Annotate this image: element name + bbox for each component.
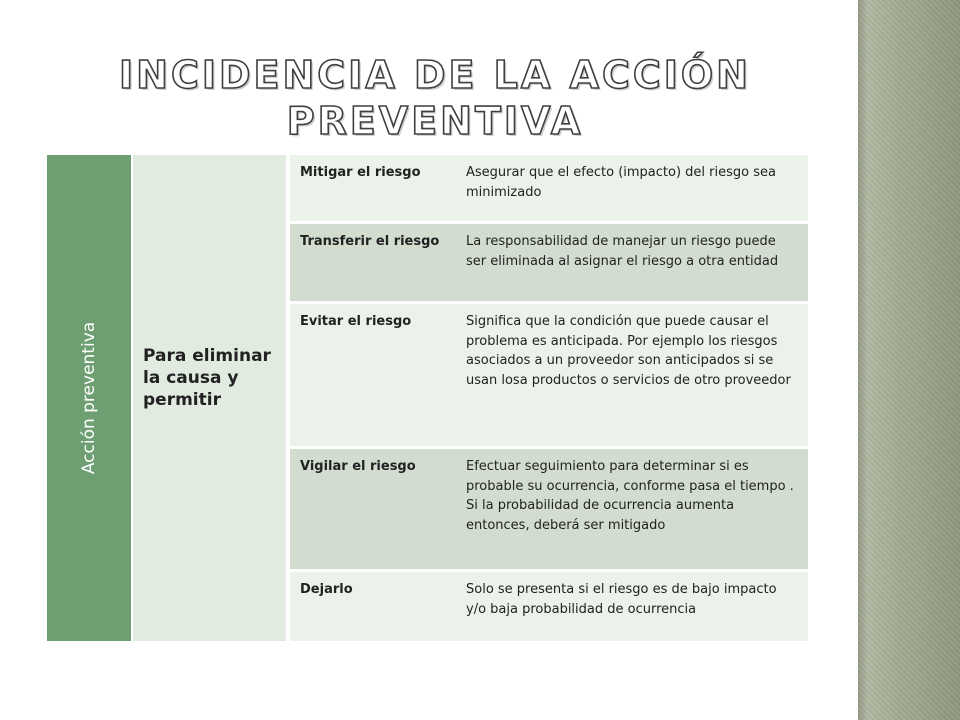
preventive-action-cell <box>47 155 131 641</box>
table-row-dejarlo <box>290 572 808 641</box>
strategy-description: Significa que la condición que puede causar el problema es anticipada. Por ejemplo los riesgos asociados a un proveedor son anticipados si se usan losa productos o servicios de otro proveedor <box>466 314 791 388</box>
strategy-description: La responsabilidad de manejar un riesgo puede ser eliminada al asignar el riesgo a otra entidad <box>466 234 779 269</box>
table-row-transferir <box>290 224 808 301</box>
strategies-table <box>290 155 808 641</box>
strategy-description: Efectuar seguimiento para determinar si es probable su ocurrencia, conforme pasa el tiempo . Si la probabilidad de ocurrencia aumenta entonces, deberá ser mitigado <box>466 459 794 533</box>
table-row-evitar <box>290 304 808 446</box>
slide-title-line-1: INCIDENCIA DE LA ACCIÓN <box>119 53 751 97</box>
strategy-description: Solo se presenta si el riesgo es de bajo impacto y/o baja probabilidad de ocurrencia <box>466 582 777 617</box>
strategy-name: Transferir el riesgo <box>300 234 440 249</box>
strategy-name: Mitigar el riesgo <box>300 165 421 180</box>
cause-cell <box>133 155 286 641</box>
decorative-side-band <box>858 0 960 720</box>
table-row-mitigar <box>290 155 808 221</box>
strategy-name: Vigilar el riesgo <box>300 459 416 474</box>
cause-label: Para eliminar la causa y permitir <box>143 346 271 410</box>
preventive-action-label: Acción preventiva <box>79 321 99 475</box>
strategy-name: Dejarlo <box>300 582 353 597</box>
table-row-vigilar <box>290 449 808 569</box>
strategy-description: Asegurar que el efecto (impacto) del riesgo sea minimizado <box>466 165 776 200</box>
slide-title <box>100 52 770 144</box>
strategy-name: Evitar el riesgo <box>300 314 412 329</box>
slide-title-line-2: PREVENTIVA <box>286 99 584 143</box>
